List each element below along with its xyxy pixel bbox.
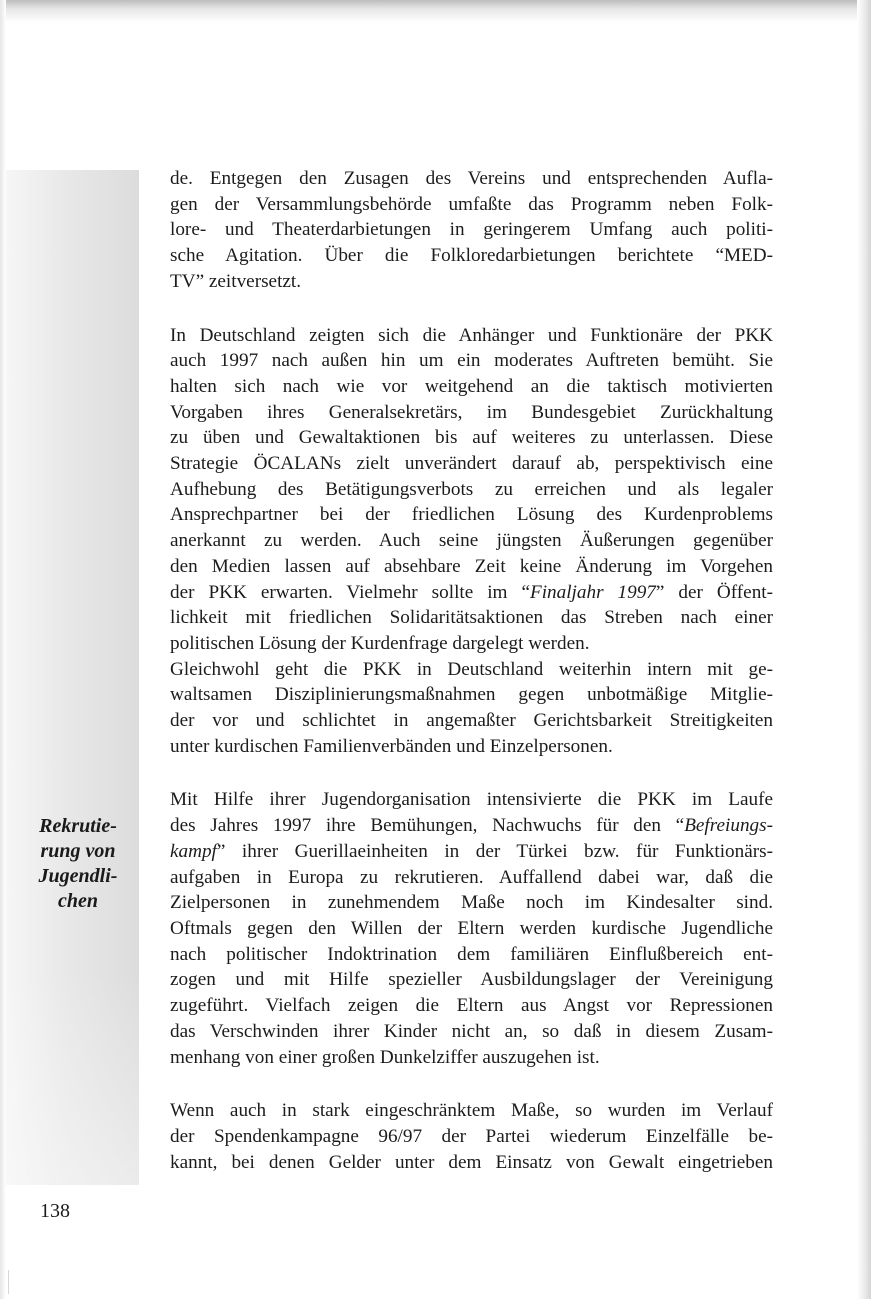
line-text: sche Agitation. Über die Folkloredarbietungen berichtete “MED- <box>170 245 773 267</box>
italic-title: Befreiungs- <box>684 815 773 837</box>
text-line <box>170 942 773 968</box>
line-text: anerkannt zu werden. Auch seine jüngsten Äußerungen gegenüber <box>170 530 773 552</box>
line-text: waltsamen Disziplinierungsmaßnahmen gegen unbotmäßige Mitglie- <box>170 684 773 706</box>
line-text: Zielpersonen in zunehmendem Maße noch im Kindesalter sind. <box>170 892 773 914</box>
line-text: der vor und schlichtet in angemaßter Gerichtsbarkeit Streitigkeiten <box>170 710 773 732</box>
line-text: den Medien lassen auf absehbare Zeit keine Änderung im Vorgehen <box>170 555 773 577</box>
text-line <box>170 192 773 218</box>
paragraph <box>170 323 773 760</box>
scan-top-shadow <box>0 0 871 22</box>
text-line <box>170 1150 773 1176</box>
line-text: menhang von einer großen Dunkelziffer auszugehen ist. <box>170 1046 600 1068</box>
scan-mark <box>8 1270 9 1294</box>
line-text: halten sich nach wie vor weitgehend an die taktisch motivierten <box>170 375 773 397</box>
margin-note <box>22 814 134 914</box>
paragraph-gap <box>170 759 773 787</box>
text-line <box>170 605 773 631</box>
line-text: de. Entgegen den Zusagen des Vereins und entsprechenden Aufla- <box>170 168 773 189</box>
text-line <box>170 657 773 683</box>
text-line <box>170 839 773 865</box>
paragraph <box>170 166 773 295</box>
margin-note-line: rung von <box>40 840 116 862</box>
margin-note-line: Rekrutie- <box>39 815 117 837</box>
text-line <box>170 708 773 734</box>
margin-column-fade <box>6 970 139 1185</box>
line-text: gen der Versammlungsbehörde umfaßte das Programm neben Folk- <box>170 193 773 215</box>
line-text-after: ” der Öffent- <box>655 581 774 603</box>
line-text: In Deutschland zeigten sich die Anhänger und Funktionäre der PKK <box>170 324 773 346</box>
page-number: 138 <box>40 1200 70 1222</box>
text-line <box>170 916 773 942</box>
line-text: nach politischer Indoktrination dem familiären Einflußbereich ent- <box>170 943 773 965</box>
text-line <box>170 734 773 760</box>
line-text: der PKK erwarten. Vielmehr sollte im “ <box>170 581 530 603</box>
paragraph-gap <box>170 1070 773 1098</box>
text-line <box>170 890 773 916</box>
line-text: Ansprechpartner bei der friedlichen Lösung des Kurdenproblems <box>170 504 773 526</box>
paragraph <box>170 1098 773 1175</box>
italic-title: Finaljahr 1997 <box>529 581 656 603</box>
text-line <box>170 425 773 451</box>
line-text: lore- und Theaterdarbietungen in geringerem Umfang auch politi- <box>170 219 773 241</box>
line-text: politischen Lösung der Kurdenfrage dargelegt werden. <box>170 632 590 654</box>
line-text: Oftmals gegen den Willen der Eltern werden kurdische Jugendliche <box>170 917 773 939</box>
text-line <box>170 1124 773 1150</box>
line-text: Gleichwohl geht die PKK in Deutschland weiterhin intern mit ge- <box>170 658 773 680</box>
italic-title: kampf <box>170 840 217 862</box>
text-line <box>170 967 773 993</box>
text-line <box>170 477 773 503</box>
line-text: aufgaben in Europa zu rekrutieren. Auffallend dabei war, daß die <box>170 866 773 888</box>
paragraph <box>170 787 773 1070</box>
text-line <box>170 993 773 1019</box>
line-text: auch 1997 nach außen hin um ein moderates Auftreten bemüht. Sie <box>170 350 773 372</box>
text-line <box>170 217 773 243</box>
paragraph-gap <box>170 295 773 323</box>
text-line <box>170 1019 773 1045</box>
text-line <box>170 502 773 528</box>
line-text: zogen und mit Hilfe spezieller Ausbildungslager der Vereinigung <box>170 969 773 991</box>
text-line <box>170 451 773 477</box>
text-line <box>170 348 773 374</box>
line-text: kannt, bei denen Gelder unter dem Einsatz von Gewalt eingetrieben <box>170 1151 773 1173</box>
line-text: TV” zeitversetzt. <box>170 270 302 292</box>
text-line <box>170 374 773 400</box>
line-text: das Verschwinden ihrer Kinder nicht an, so daß in diesem Zusam- <box>170 1020 773 1042</box>
line-text: der Spendenkampagne 96/97 der Partei wiederum Einzelfälle be- <box>170 1125 773 1147</box>
text-line <box>170 528 773 554</box>
text-line <box>170 682 773 708</box>
line-text: zu üben und Gewaltaktionen bis auf weiteres zu unterlassen. Diese <box>170 427 773 449</box>
scan-right-edge <box>857 0 871 1299</box>
text-line <box>170 323 773 349</box>
text-line <box>170 1045 773 1071</box>
text-line <box>170 243 773 269</box>
body-text <box>170 166 773 1175</box>
line-text: Mit Hilfe ihrer Jugendorganisation intensivierte die PKK im Laufe <box>170 789 773 811</box>
line-text-after: ” ihrer Guerillaeinheiten in der Türkei bzw. für Funktionärs- <box>216 840 773 862</box>
text-line <box>170 631 773 657</box>
text-line <box>170 813 773 839</box>
line-text: Vorgaben ihres Generalsekretärs, im Bundesgebiet Zurückhaltung <box>170 401 773 423</box>
line-text: des Jahres 1997 ihre Bemühungen, Nachwuchs für den “ <box>170 815 685 837</box>
line-text: Aufhebung des Betätigungsverbots zu erreichen und als legaler <box>170 478 773 500</box>
text-line <box>170 166 773 192</box>
text-line <box>170 787 773 813</box>
line-text: Strategie ÖCALANs zielt unverändert darauf ab, perspektivisch eine <box>170 453 773 475</box>
text-line <box>170 1098 773 1124</box>
text-line <box>170 865 773 891</box>
line-text: zugeführt. Vielfach zeigen die Eltern aus Angst vor Repressionen <box>170 995 773 1017</box>
line-text: unter kurdischen Familienverbänden und Einzelpersonen. <box>170 735 613 757</box>
text-line <box>170 580 773 606</box>
line-text: lichkeit mit friedlichen Solidaritätsaktionen das Streben nach einer <box>170 607 773 629</box>
text-line <box>170 554 773 580</box>
text-line <box>170 400 773 426</box>
margin-note-line: Jugendli- <box>38 865 118 887</box>
text-line <box>170 269 773 295</box>
margin-note-line: chen <box>58 890 98 912</box>
line-text: Wenn auch in stark eingeschränktem Maße, so wurden im Verlauf <box>170 1100 773 1122</box>
